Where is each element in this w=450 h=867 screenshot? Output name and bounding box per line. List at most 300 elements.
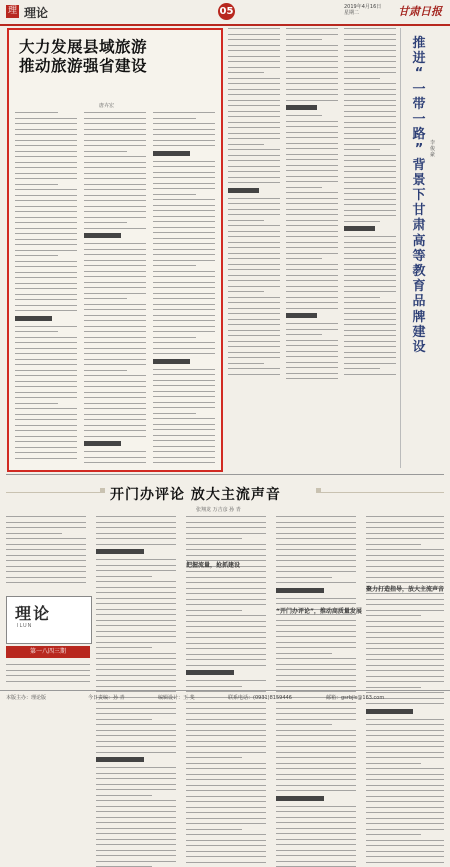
- text-line: [6, 571, 86, 572]
- text-line: [344, 368, 380, 369]
- text-line: [276, 839, 356, 840]
- text-line: [286, 148, 338, 149]
- text-line: [344, 45, 396, 46]
- text-line: [15, 173, 77, 174]
- text-line: [286, 56, 338, 57]
- text-line: [228, 83, 280, 84]
- text-line: [15, 123, 77, 124]
- text-line: [344, 247, 396, 248]
- footer-email: 邮箱：gsrbjls@163.com: [326, 695, 385, 701]
- text-line: [228, 28, 280, 29]
- text-line: [366, 856, 444, 857]
- paragraph-heading: [286, 105, 317, 110]
- text-line: [84, 167, 146, 168]
- text-line: [286, 340, 338, 341]
- text-line: [344, 127, 396, 128]
- text-line: [84, 337, 146, 338]
- text-line: [15, 436, 77, 437]
- text-line: [15, 348, 77, 349]
- text-line: [15, 217, 77, 218]
- text-line: [344, 357, 396, 358]
- text-line: [286, 39, 322, 40]
- column-rule: [400, 28, 401, 468]
- text-line: [84, 271, 146, 272]
- text-line: [96, 724, 176, 725]
- text-line: [153, 424, 215, 425]
- body-column: [15, 112, 77, 462]
- text-line: [228, 352, 280, 353]
- footer-editor: 本版主办：理论版: [6, 695, 47, 701]
- text-line: [96, 680, 176, 681]
- text-line: [366, 516, 444, 517]
- text-line: [84, 178, 146, 179]
- text-line: [286, 100, 338, 101]
- text-line: [276, 527, 356, 528]
- text-line: [286, 132, 338, 133]
- text-line: [186, 549, 266, 550]
- text-line: [228, 269, 280, 270]
- text-line: [228, 258, 280, 259]
- text-line: [186, 735, 266, 736]
- title-char: ”: [414, 142, 424, 158]
- right-article-title[interactable]: [410, 36, 428, 355]
- text-line: [84, 353, 146, 354]
- text-line: [276, 555, 356, 556]
- text-line: [276, 560, 356, 561]
- text-line: [228, 203, 280, 204]
- text-line: [286, 67, 338, 68]
- text-line: [286, 170, 338, 171]
- text-line: [276, 653, 332, 654]
- text-line: [344, 236, 396, 237]
- text-line: [84, 364, 146, 365]
- text-line: [186, 790, 266, 791]
- lower-subhead: 把握流量，抢抓建设: [186, 562, 241, 569]
- lower-article-byline: 张翔龙 万吉彦 孙 青: [196, 507, 241, 513]
- text-line: [6, 670, 90, 671]
- text-line: [96, 833, 176, 834]
- text-line: [84, 430, 146, 431]
- text-line: [186, 527, 266, 528]
- lower-subhead: 聚力打造指导，放大主流声音: [366, 586, 445, 593]
- text-line: [286, 159, 338, 160]
- title-char: 背: [412, 157, 426, 173]
- text-line: [228, 89, 280, 90]
- text-line: [366, 768, 444, 769]
- title-char: 景: [412, 172, 426, 188]
- text-line: [15, 112, 58, 113]
- text-line: [286, 187, 322, 188]
- text-line: [15, 337, 77, 338]
- text-line: [84, 309, 146, 310]
- text-line: [153, 221, 215, 222]
- lower-article-title[interactable]: 开门办评论 放大主流声音: [110, 487, 281, 503]
- text-line: [276, 713, 356, 714]
- text-line: [186, 615, 266, 616]
- text-line: [344, 149, 380, 150]
- text-line: [366, 632, 444, 633]
- text-line: [15, 277, 77, 278]
- text-line: [84, 276, 146, 277]
- title-char: 带: [412, 96, 426, 112]
- text-line: [96, 653, 176, 654]
- text-line: [366, 538, 444, 539]
- text-line: [186, 680, 266, 681]
- text-line: [276, 522, 356, 523]
- text-line: [84, 320, 146, 321]
- text-line: [286, 275, 338, 276]
- text-line: [276, 855, 356, 856]
- text-line: [344, 61, 396, 62]
- text-line: [344, 269, 396, 270]
- text-line: [286, 351, 338, 352]
- text-line: [153, 293, 215, 294]
- text-line: [186, 708, 266, 709]
- text-line: [366, 582, 444, 583]
- featured-title: [19, 38, 209, 76]
- text-line: [96, 576, 152, 577]
- text-line: [276, 598, 356, 599]
- text-line: [366, 735, 444, 736]
- text-line: [96, 609, 176, 610]
- text-line: [186, 801, 266, 802]
- text-line: [15, 370, 77, 371]
- text-line: [344, 28, 396, 29]
- text-line: [153, 413, 196, 414]
- text-line: [96, 636, 176, 637]
- text-line: [96, 730, 176, 731]
- text-line: [228, 313, 280, 314]
- text-line: [228, 291, 264, 292]
- text-line: [84, 140, 146, 141]
- text-line: [344, 275, 396, 276]
- paragraph-heading: [15, 316, 52, 321]
- title-char: “: [414, 66, 424, 82]
- body-column: [228, 28, 280, 378]
- text-line: [228, 144, 264, 145]
- text-line: [153, 320, 215, 321]
- weekday-line: 星期二: [344, 10, 360, 16]
- text-line: [366, 604, 444, 605]
- text-line: [344, 308, 396, 309]
- text-line: [186, 840, 266, 841]
- text-line: [228, 341, 280, 342]
- text-line: [366, 549, 444, 550]
- text-line: [286, 50, 338, 51]
- text-line: [228, 264, 280, 265]
- featured-body: [15, 112, 215, 462]
- text-line: [186, 659, 266, 660]
- issue-number-strip: [6, 646, 90, 658]
- text-line: [228, 111, 280, 112]
- text-line: [153, 435, 215, 436]
- text-line: [276, 811, 356, 812]
- text-line: [286, 297, 338, 298]
- text-line: [96, 565, 176, 566]
- text-line: [153, 418, 215, 419]
- text-line: [153, 112, 215, 113]
- text-line: [84, 375, 146, 376]
- text-line: [96, 658, 176, 659]
- text-line: [15, 375, 77, 376]
- text-line: [6, 544, 86, 545]
- text-line: [84, 304, 146, 305]
- text-line: [366, 593, 444, 594]
- text-line: [344, 286, 396, 287]
- text-line: [153, 210, 215, 211]
- text-line: [153, 271, 215, 272]
- text-line: [84, 129, 146, 130]
- paragraph-heading: [153, 151, 190, 156]
- text-line: [286, 121, 338, 122]
- text-line: [286, 253, 338, 254]
- text-line: [186, 643, 266, 644]
- text-line: [228, 242, 280, 243]
- text-line: [153, 260, 215, 261]
- text-line: [96, 533, 176, 534]
- text-line: [186, 851, 266, 852]
- text-line: [276, 647, 356, 648]
- text-line: [153, 166, 215, 167]
- text-line: [6, 555, 86, 556]
- text-line: [228, 182, 280, 183]
- text-line: [366, 676, 444, 677]
- text-line: [366, 724, 444, 725]
- text-line: [84, 265, 146, 266]
- text-line: [228, 319, 280, 320]
- featured-article[interactable]: [7, 28, 223, 472]
- text-line: [276, 664, 356, 665]
- text-line: [186, 719, 266, 720]
- section-label: 理论: [24, 6, 49, 20]
- text-line: [276, 752, 356, 753]
- text-line: [96, 735, 176, 736]
- text-line: [344, 258, 396, 259]
- featured-title-line: 大力发展县域旅游: [19, 38, 148, 56]
- section-divider: [6, 474, 444, 475]
- text-line: [15, 189, 77, 190]
- text-line: [366, 560, 444, 561]
- text-line: [186, 741, 266, 742]
- text-line: [344, 171, 396, 172]
- text-line: [344, 210, 396, 211]
- text-line: [366, 555, 444, 556]
- text-line: [153, 172, 215, 173]
- text-line: [186, 746, 266, 747]
- text-line: [84, 293, 146, 294]
- text-line: [228, 198, 280, 199]
- text-line: [344, 56, 396, 57]
- text-line: [15, 162, 77, 163]
- text-line: [15, 288, 77, 289]
- text-line: [344, 313, 396, 314]
- text-line: [228, 368, 280, 369]
- body-column: [286, 28, 338, 378]
- text-line: [276, 544, 356, 545]
- title-char: 进: [412, 51, 426, 67]
- text-line: [96, 675, 176, 676]
- text-line: [153, 145, 215, 146]
- text-line: [186, 785, 266, 786]
- text-line: [228, 61, 280, 62]
- text-line: [84, 162, 146, 163]
- text-line: [344, 155, 396, 156]
- title-char: 品: [412, 294, 426, 310]
- text-line: [96, 527, 176, 528]
- text-line: [286, 264, 338, 265]
- text-line: [276, 566, 356, 567]
- text-line: [153, 177, 215, 178]
- text-line: [366, 654, 444, 655]
- text-line: [15, 364, 77, 365]
- footer-design: 编辑设计：王 斐: [158, 695, 195, 701]
- text-line: [344, 302, 396, 303]
- text-line: [153, 287, 215, 288]
- text-line: [344, 193, 396, 194]
- text-line: [153, 369, 215, 370]
- text-line: [228, 357, 280, 358]
- body-column: [6, 664, 90, 686]
- text-line: [344, 78, 380, 79]
- title-char: 高: [412, 233, 426, 249]
- text-line: [276, 669, 356, 670]
- text-line: [186, 516, 266, 517]
- text-line: [228, 236, 280, 237]
- text-line: [286, 220, 338, 221]
- paragraph-heading: [96, 757, 144, 762]
- text-line: [186, 818, 266, 819]
- date-line: 2019年4月16日: [344, 4, 382, 10]
- text-line: [344, 291, 396, 292]
- text-line: [286, 137, 338, 138]
- text-line: [84, 118, 146, 119]
- text-line: [276, 708, 356, 709]
- text-line: [6, 522, 86, 523]
- text-line: [153, 265, 196, 266]
- text-line: [153, 342, 215, 343]
- paragraph-heading: [186, 670, 234, 675]
- text-line: [366, 812, 444, 813]
- text-line: [96, 581, 176, 582]
- text-line: [344, 335, 396, 336]
- text-line: [186, 648, 266, 649]
- text-line: [15, 403, 58, 404]
- text-line: [366, 790, 444, 791]
- text-line: [6, 527, 86, 528]
- text-line: [186, 654, 266, 655]
- text-line: [366, 779, 444, 780]
- text-line: [186, 544, 266, 545]
- text-line: [186, 621, 266, 622]
- text-line: [15, 255, 58, 256]
- text-line: [228, 50, 280, 51]
- text-line: [96, 778, 176, 779]
- text-line: [344, 144, 396, 145]
- text-line: [96, 741, 176, 742]
- text-line: [153, 227, 215, 228]
- text-line: [366, 752, 444, 753]
- text-line: [344, 34, 396, 35]
- text-line: [186, 779, 266, 780]
- text-line: [186, 555, 266, 556]
- logo-sub-text: ILUN: [17, 623, 33, 629]
- text-line: [15, 151, 77, 152]
- section-logo: [6, 596, 92, 644]
- text-line: [96, 625, 176, 626]
- text-line: [15, 145, 77, 146]
- text-line: [366, 741, 444, 742]
- text-line: [15, 206, 77, 207]
- text-line: [96, 767, 176, 768]
- masthead: 甘肃日报: [398, 5, 442, 18]
- text-line: [276, 549, 356, 550]
- text-line: [96, 598, 176, 599]
- text-line: [366, 719, 444, 720]
- text-line: [15, 392, 77, 393]
- text-line: [15, 397, 77, 398]
- text-line: [276, 686, 356, 687]
- text-line: [84, 370, 127, 371]
- text-line: [186, 730, 266, 731]
- paragraph-heading: [286, 313, 317, 318]
- text-line: [153, 134, 215, 135]
- text-line: [186, 593, 266, 594]
- text-line: [84, 145, 146, 146]
- text-line: [186, 713, 266, 714]
- text-line: [366, 544, 421, 545]
- text-line: [276, 861, 356, 862]
- text-line: [228, 105, 280, 106]
- text-line: [366, 571, 444, 572]
- text-line: [344, 105, 396, 106]
- paragraph-heading: [96, 549, 144, 554]
- text-line: [228, 39, 280, 40]
- paragraph-heading: [276, 796, 324, 801]
- text-line: [186, 829, 242, 830]
- text-line: [186, 807, 266, 808]
- text-line: [366, 834, 421, 835]
- text-line: [228, 346, 280, 347]
- text-line: [286, 214, 338, 215]
- text-line: [228, 275, 280, 276]
- text-line: [228, 149, 280, 150]
- banner-ornament: [100, 488, 105, 493]
- text-line: [15, 452, 77, 453]
- text-line: [15, 261, 77, 262]
- text-line: [6, 560, 86, 561]
- text-line: [84, 457, 146, 458]
- text-line: [366, 621, 444, 622]
- text-line: [228, 138, 280, 139]
- text-line: [286, 356, 338, 357]
- text-line: [276, 642, 356, 643]
- text-line: [344, 39, 396, 40]
- text-line: [286, 258, 322, 259]
- text-line: [15, 381, 77, 382]
- text-line: [84, 342, 146, 343]
- text-line: [228, 122, 280, 123]
- text-line: [366, 862, 444, 863]
- text-line: [366, 801, 444, 802]
- text-line: [84, 408, 146, 409]
- text-line: [366, 796, 444, 797]
- text-line: [15, 425, 77, 426]
- paragraph-heading: [228, 188, 259, 193]
- text-line: [186, 834, 266, 835]
- text-line: [153, 315, 215, 316]
- text-line: [15, 266, 77, 267]
- text-line: [276, 533, 356, 534]
